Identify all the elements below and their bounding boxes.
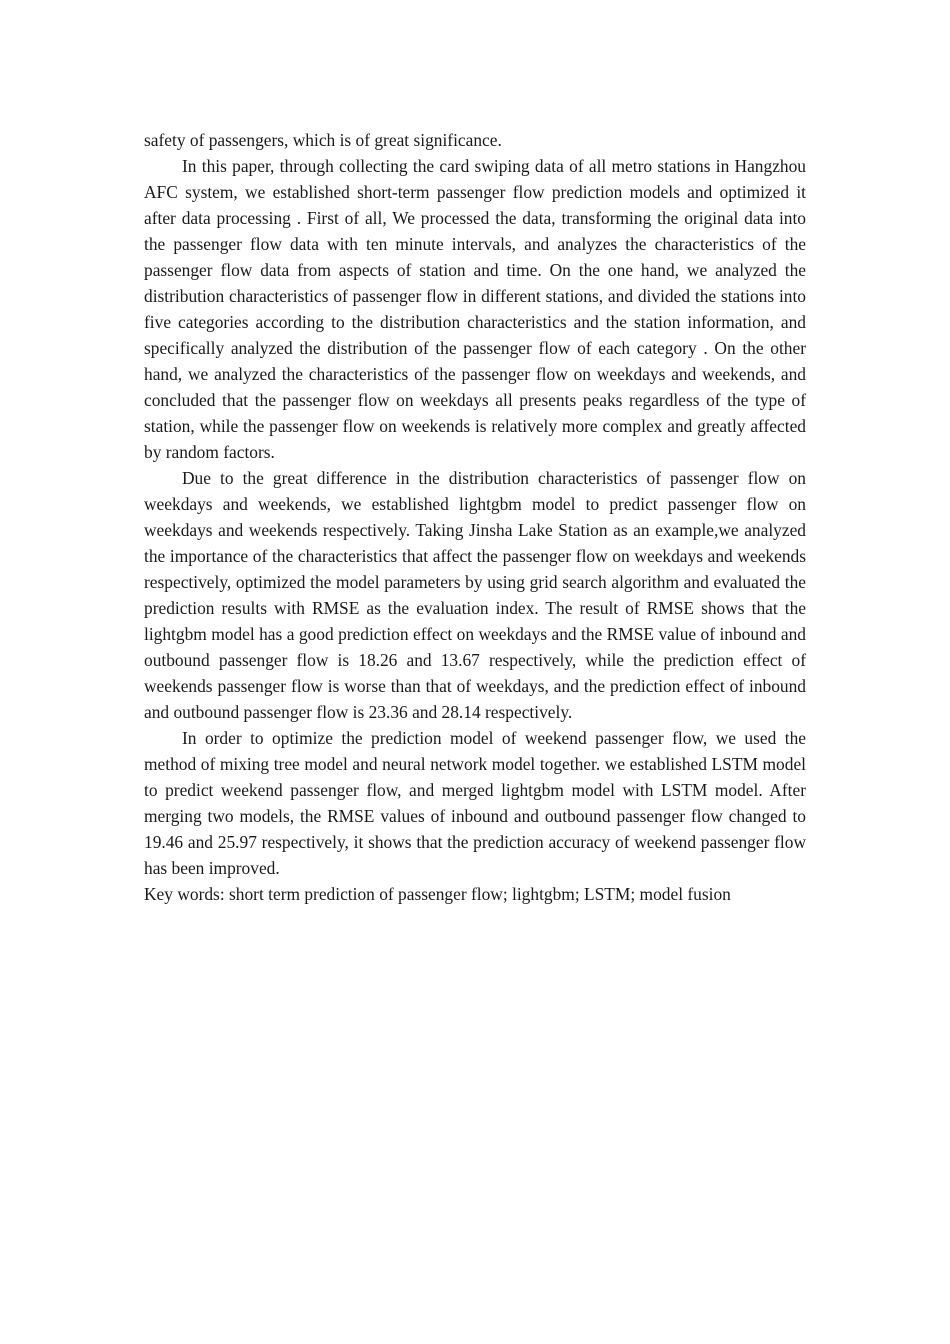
abstract-paragraph-2: Due to the great difference in the distribution characteristics of passenger flow on weekdays and weekends, we established lightgbm model to predict passenger flow on weekdays and weekends respectively. Taking Jinsha Lake Station as an example,we analyzed the importance of the characteristics that affect the passenger flow on weekdays and weekends respectively, optimized the model parameters by using grid search algorithm and evaluated the prediction results with RMSE as the evaluation index. The result of RMSE shows that the lightgbm model has a good prediction effect on weekdays and the RMSE value of inbound and outbound passenger flow is 18.26 and 13.67 respectively, while the prediction effect of weekends passenger flow is worse than that of weekdays, and the prediction effect of inbound and outbound passenger flow is 23.36 and 28.14 respectively. [144,468,806,722]
abstract-page [144,127,806,907]
abstract-continuation: safety of passengers, which is of great significance. [144,130,502,150]
abstract-paragraph-1: In this paper, through collecting the card swiping data of all metro stations in Hangzhou AFC system, we established short-term passenger flow prediction models and optimized it after data processing . First of all, We processed the data, transforming the original data into the passenger flow data with ten minute intervals, and analyzes the characteristics of the passenger flow data from aspects of station and time. On the one hand, we analyzed the distribution characteristics of passenger flow in different stations, and divided the stations into five categories according to the distribution characteristics and the station information, and specifically analyzed the distribution of the passenger flow of each category . On the other hand, we analyzed the characteristics of the passenger flow on weekdays and weekends, and concluded that the passenger flow on weekdays all presents peaks regardless of the type of station, while the passenger flow on weekends is relatively more complex and greatly affected by random factors. [144,156,806,462]
abstract-paragraph-3: In order to optimize the prediction model of weekend passenger flow, we used the method of mixing tree model and neural network model together. we established LSTM model to predict weekend passenger flow, and merged lightgbm model with LSTM model. After merging two models, the RMSE values of inbound and outbound passenger flow changed to 19.46 and 25.97 respectively, it shows that the prediction accuracy of weekend passenger flow has been improved. [144,728,806,878]
keywords-line: Key words: short term prediction of passenger flow; lightgbm; LSTM; model fusion [144,884,731,904]
